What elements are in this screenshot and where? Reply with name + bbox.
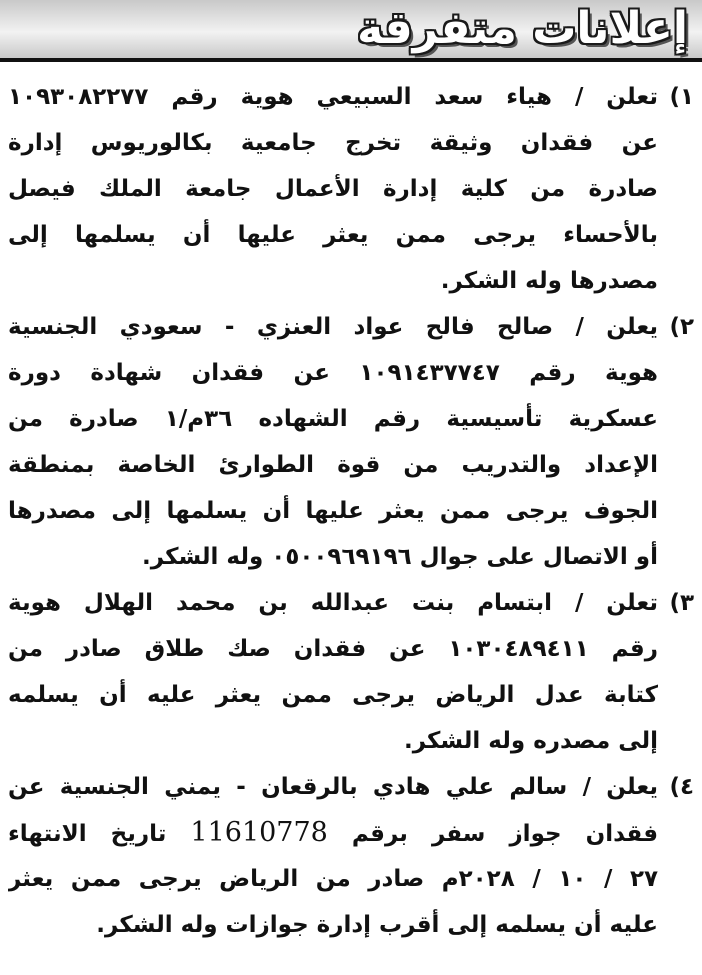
notice-line: إلى مصدره وله الشكر. [403, 728, 658, 754]
notice-line: يعلن / صالح فالح عواد العنزي - سعودي الجنسية [8, 314, 658, 340]
notice-line: الإعداد والتدريب من قوة الطوارئ الخاصة بمنطقة [8, 452, 658, 478]
notice-text: فقدان جواز سفر برقم [351, 821, 658, 847]
notice-line: بالأحساء يرجى ممن يعثر عليها أن يسلمها إلى [8, 222, 658, 248]
notice-line: تعلن / هياء سعد السبيعي هوية رقم ١٠٩٣٠٨٢٢٧٧ [8, 84, 658, 110]
notice-line: صادرة من كلية إدارة الأعمال جامعة الملك فيصل [8, 176, 658, 202]
notice-line: ٢٧ / ١٠ / ٢٠٢٨م صادر من الرياض يرجى ممن يعثر [8, 866, 658, 892]
notice-line: الجوف يرجى ممن يعثر عليها أن يسلمها إلى مصدرها [8, 498, 658, 524]
section-title: إعلانات متفرقة [357, 3, 688, 54]
notice-line: كتابة عدل الرياض يرجى ممن يعثر عليه أن يسلمه [8, 682, 658, 708]
notice-number: ٣) [669, 590, 694, 616]
notice-text: تاريخ الانتهاء [8, 821, 167, 847]
notice-line: رقم ١٠٣٠٤٨٩٤١١ عن فقدان صك طلاق صادر من [8, 636, 658, 662]
section-header [0, 0, 702, 62]
notice-line: عن فقدان وثيقة تخرج جامعية بكالوريوس إدارة [8, 130, 658, 156]
notice-line: عسكرية تأسيسية رقم الشهاده ٣٦م/١ صادرة من [8, 406, 658, 432]
notice-line: مصدرها وله الشكر. [440, 268, 658, 294]
notice-number: ٤) [669, 774, 694, 800]
passport-number: 11610778 [190, 817, 328, 848]
notice-line: أو الاتصال على جوال ٠٥٠٠٩٦٩١٩٦ وله الشكر. [142, 544, 658, 570]
notices-list [0, 66, 702, 975]
notice-line: يعلن / سالم علي هادي بالرقعان - يمني الجنسية عن [8, 774, 658, 800]
notice-line-passport [8, 810, 658, 856]
notice-number: ١) [669, 84, 694, 110]
notice-line: عليه أن يسلمه إلى أقرب إدارة جوازات وله الشكر. [96, 912, 658, 938]
notice-line: تعلن / ابتسام بنت عبدالله بن محمد الهلال هوية [8, 590, 658, 616]
notice-number: ٢) [669, 314, 694, 340]
notice-line: هوية رقم ١٠٩١٤٣٧٧٤٧ عن فقدان شهادة دورة [8, 360, 658, 386]
